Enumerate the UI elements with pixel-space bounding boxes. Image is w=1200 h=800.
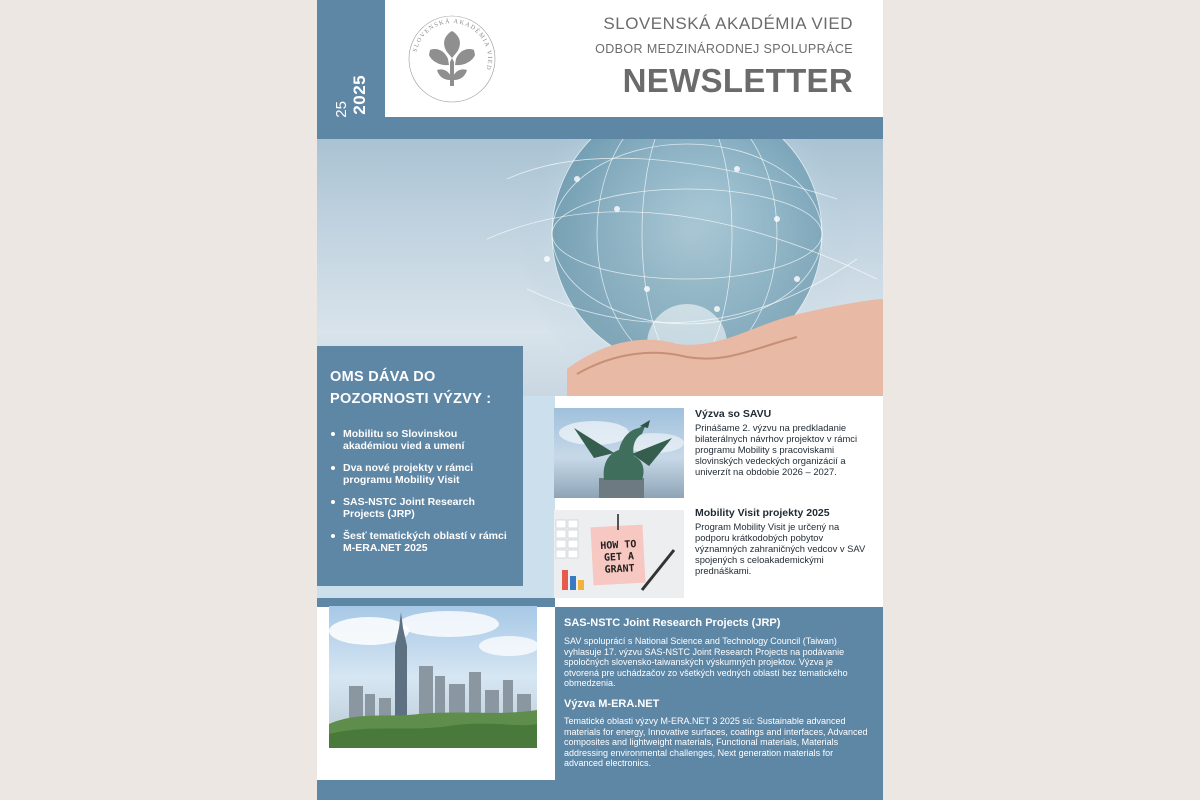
skyline-illustration xyxy=(329,606,537,748)
jrp-body: SAV spoluprácí s National Science and Technology Council (Taiwan) vyhlasuje 17. výzvu SAS-NSTC Joint Research Projects na podávanie spoločných slovensko-taiwanských výskumných projektov. Výzva je otvorená pre uchádzačov zo všetkých vedných oblastí bez tematického obmedzenia. xyxy=(564,636,848,688)
article-savu xyxy=(695,408,875,477)
header-band xyxy=(317,117,883,139)
article-body: Prinášame 2. výzvu na predkladanie bilaterálnych návrhov projektov v rámci programu Mobility s pracoviskami slovinských vedeckých organizácií a univerzít na obdobie 2026 – 2027. xyxy=(695,422,858,477)
bottom-info-panel xyxy=(555,607,883,800)
oms-heading: OMS DÁVA DO POZORNOSTI VÝZVY : xyxy=(330,369,492,407)
newsletter-page xyxy=(317,0,883,800)
article-title: Výzva so SAVU xyxy=(695,408,772,420)
oms-list-item: Šesť tematických oblastí v rámci M-ERA.NET 2025 xyxy=(330,530,515,554)
article-body: Program Mobility Visit je určený na podporu krátkodobých pobytov významných zahraničných vedcov v SAV spojených s celoakademickými prednáškami. xyxy=(695,521,866,576)
dragon-statue-image xyxy=(554,408,684,498)
mera-body: Tematické oblasti výzvy M-ERA.NET 3 2025 sú: Sustainable advanced materials for energy, Innovative surfaces, coatings and interfaces, Advanced composites and lightweight materials, Functional materials, Materials addressing environmental challenges, Next generation materials for advanced electronics. xyxy=(564,716,868,768)
oms-list-item: Mobilitu so Slovinskou akadémiou vied a umení xyxy=(330,428,515,452)
grant-note-line: HOW TO xyxy=(600,539,637,552)
organization-name: SLOVENSKÁ AKADÉMIA VIED xyxy=(603,14,853,33)
mera-title: Výzva M-ERA.NET xyxy=(564,698,660,710)
oms-list-item: SAS-NSTC Joint Research Projects (JRP) xyxy=(330,496,515,520)
how-to-get-a-grant-image xyxy=(554,510,684,598)
sav-logo xyxy=(407,14,497,104)
logo-text: SLOVENSKÁ AKADÉMIA VIED xyxy=(411,17,494,72)
grant-note-text xyxy=(593,539,645,578)
oms-list xyxy=(330,428,515,564)
grant-note-line: GRANT xyxy=(604,563,635,576)
oms-callout-box xyxy=(317,346,523,586)
bottom-band xyxy=(317,780,555,800)
grant-note-line: GET A xyxy=(603,551,635,564)
article-mobility-visit xyxy=(695,507,875,576)
dragon-illustration xyxy=(554,408,684,498)
oms-list-item: Dva nové projekty v rámci programu Mobility Visit xyxy=(330,462,515,486)
article-title: Mobility Visit projekty 2025 xyxy=(695,507,830,519)
taipei-skyline-image xyxy=(329,606,537,748)
newsletter-title: NEWSLETTER xyxy=(622,62,853,99)
department-name: ODBOR MEDZINÁRODNEJ SPOLUPRÁCE xyxy=(595,42,853,56)
jrp-title: SAS-NSTC Joint Research Projects (JRP) xyxy=(564,617,781,629)
